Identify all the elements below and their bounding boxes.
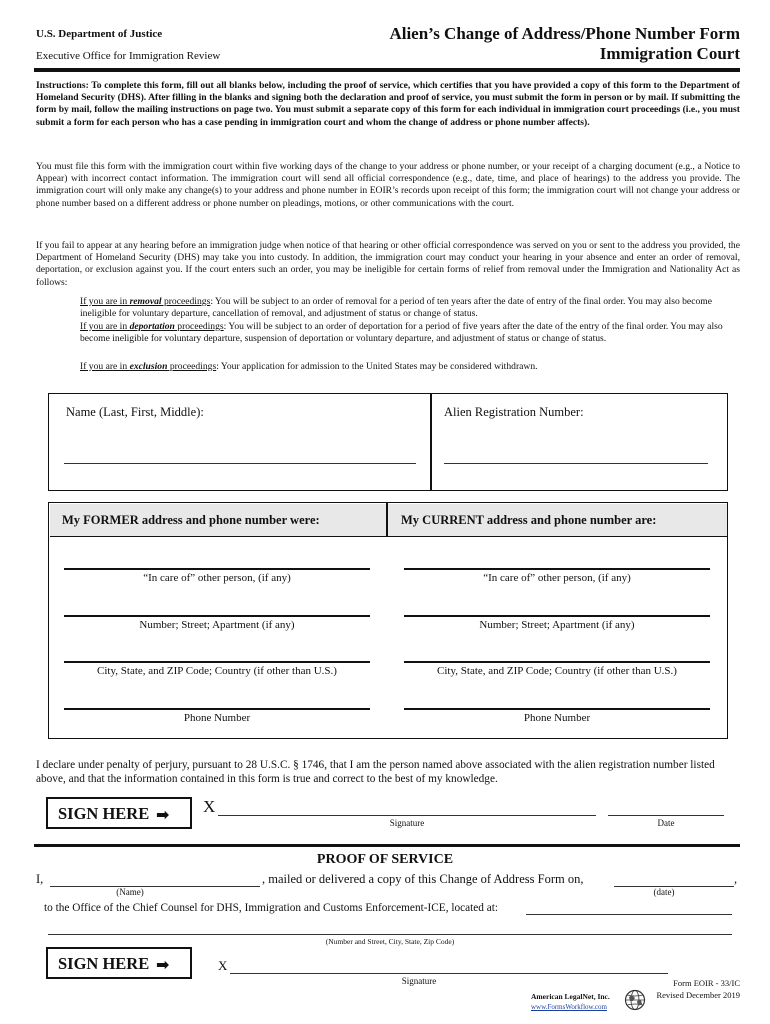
ice-address-field-1[interactable] (526, 914, 732, 915)
server-signature-field[interactable] (230, 973, 668, 974)
globe-icon (624, 988, 646, 1012)
filing-paragraph: You must file this form with the immigration court within five working days of the change to your address or phone number, or your receipt of a charging document (e.g., a Notice to Appear) with incorrect contact information. The immigration court will send all official correspondence (e.g., date, time, and place of hearings) to the address you provide. The immigration court will only make any change(s) to your address and phone number in EOIR’s records upon receipt of this form; the immigration court will not change your address or phone number based on a different address or phone number on pleadings, motions, or other communications with the court. (36, 161, 740, 209)
exclusion-consequence: If you are in exclusion proceedings: Your application for admission to the United States may be considered withdrawn. (80, 361, 538, 372)
proof-sign-here-badge (46, 947, 192, 979)
failure-to-appear-paragraph: If you fail to appear at any hearing before an immigration judge when notice of that hearing or other official correspondence was served on you or sent to the address you provided, the Department of Homeland Security (DHS) may take you into custody. In addition, the immigration court may conduct your hearing in your absence and enter an order of removal, deportation, or exclusion against you. If the court enters such an order, you may be ineligible for certain forms of relief from removal under the Immigration and Nationality Act as follows: (36, 240, 740, 288)
address-caption: (Number and Street, City, State, Zip Code) (325, 937, 455, 946)
agency-name: U.S. Department of Justice (36, 28, 163, 40)
removal-consequence: If you are in removal proceedings: You will be subject to an order of removal for a period of ten years after the date of entry of the final order. You may also become ineligible for voluntary departure, cancellation of removal, and adjustment of status or change of status. (80, 296, 712, 320)
current-care-of-field[interactable] (404, 568, 710, 570)
current-care-of-caption: “In care of” other person, (if any) (483, 572, 631, 584)
current-phone-caption: Phone Number (523, 712, 591, 724)
former-street-field[interactable] (64, 615, 370, 617)
publisher-link[interactable]: www.FormsWorkflow.com (531, 1003, 607, 1011)
former-city-field[interactable] (64, 661, 370, 663)
arrow-right-icon: ➡ (156, 807, 170, 824)
current-phone-field[interactable] (404, 708, 710, 710)
current-address-heading: My CURRENT address and phone number are: (401, 513, 657, 527)
former-care-of-field[interactable] (64, 568, 370, 570)
date-caption: Date (657, 818, 675, 828)
name-caption: (Name) (116, 887, 144, 897)
name-field[interactable] (64, 463, 416, 464)
proof-signature-x-mark: X (218, 958, 228, 973)
proof-mid-text: , mailed or delivered a copy of this Change of Address Form on, (262, 872, 584, 886)
form-title: Alien’s Change of Address/Phone Number Form (389, 24, 740, 43)
deportation-lead: If you are in deportation proceedings (80, 321, 224, 332)
removal-lead: If you are in removal proceedings (80, 296, 211, 307)
identity-box-divider (430, 393, 432, 491)
former-address-heading: My FORMER address and phone number were: (62, 513, 320, 527)
form-subtitle: Immigration Court (599, 44, 740, 63)
exclusion-lead: If you are in exclusion proceedings (80, 361, 217, 372)
former-street-caption: Number; Street; Apartment (if any) (139, 619, 295, 631)
service-date-caption: (date) (653, 887, 675, 897)
alien-number-field[interactable] (444, 463, 708, 464)
current-street-caption: Number; Street; Apartment (if any) (479, 619, 635, 631)
sign-here-badge (46, 797, 192, 829)
proof-rule (34, 844, 740, 847)
current-city-field[interactable] (404, 661, 710, 663)
proof-sign-here-label: SIGN HERE (58, 954, 150, 973)
signature-caption: Signature (389, 818, 425, 828)
revision-date: Revised December 2019 (656, 990, 740, 1000)
former-phone-field[interactable] (64, 708, 370, 710)
office-name: Executive Office for Immigration Review (36, 50, 221, 62)
header-rule (34, 68, 740, 72)
proof-end-comma: , (734, 872, 738, 886)
former-city-caption: City, State, and ZIP Code; Country (if other than U.S.) (97, 665, 337, 677)
proof-signature-caption: Signature (401, 976, 437, 986)
name-label: Name (Last, First, Middle): (66, 405, 204, 419)
ice-address-field-2[interactable] (48, 934, 732, 935)
declarant-signature-field[interactable] (218, 815, 596, 816)
declaration-text: I declare under penalty of perjury, pursuant to 28 U.S.C. § 1746, that I am the person named above associated with the alien registration number listed above, and that the information contained in this form is true and correct to the best of my knowledge. (36, 759, 715, 785)
address-header-divider (386, 502, 388, 537)
proof-arrow-right-icon: ➡ (156, 957, 170, 974)
proof-office-text: to the Office of the Chief Counsel for DHS, Immigration and Customs Enforcement-ICE, located at: (44, 902, 499, 914)
declaration-date-field[interactable] (608, 815, 724, 816)
proof-of-service-title: PROOF OF SERVICE (316, 852, 454, 867)
signature-x-mark: X (203, 797, 216, 816)
deportation-consequence: If you are in deportation proceedings: You will be subject to an order of deportation for a period of five years after the date of the entry of the final order. You may also become ineligible for voluntary departure, suspension of deportation or voluntary departure, and adjustment of status or change of status. (80, 321, 723, 345)
current-city-caption: City, State, and ZIP Code; Country (if other than U.S.) (437, 665, 677, 677)
current-street-field[interactable] (404, 615, 710, 617)
alien-number-label: Alien Registration Number: (444, 405, 584, 419)
former-care-of-caption: “In care of” other person, (if any) (143, 572, 291, 584)
publisher-name: American LegalNet, Inc. (531, 992, 610, 1001)
form-number: Form EOIR - 33/IC (673, 978, 740, 988)
former-phone-caption: Phone Number (183, 712, 251, 724)
sign-here-label: SIGN HERE (58, 804, 150, 823)
instructions-paragraph: Instructions: To complete this form, fill out all blanks below, including the proof of service, which certifies that you have provided a copy of this form to the Department of Homeland Security (DHS). After filling in the blanks and signing both the declaration and proof of service, you must submit the form in person or by mail. If submitting the form by mail, follow the mailing instructions on page two. You must submit a separate copy of this form for each individual in immigration court proceedings (i.e., you must submit a form for each person who has a case pending in immigration court and whom the change of address or phone number affects). (36, 80, 740, 128)
proof-lead: I, (36, 872, 44, 886)
